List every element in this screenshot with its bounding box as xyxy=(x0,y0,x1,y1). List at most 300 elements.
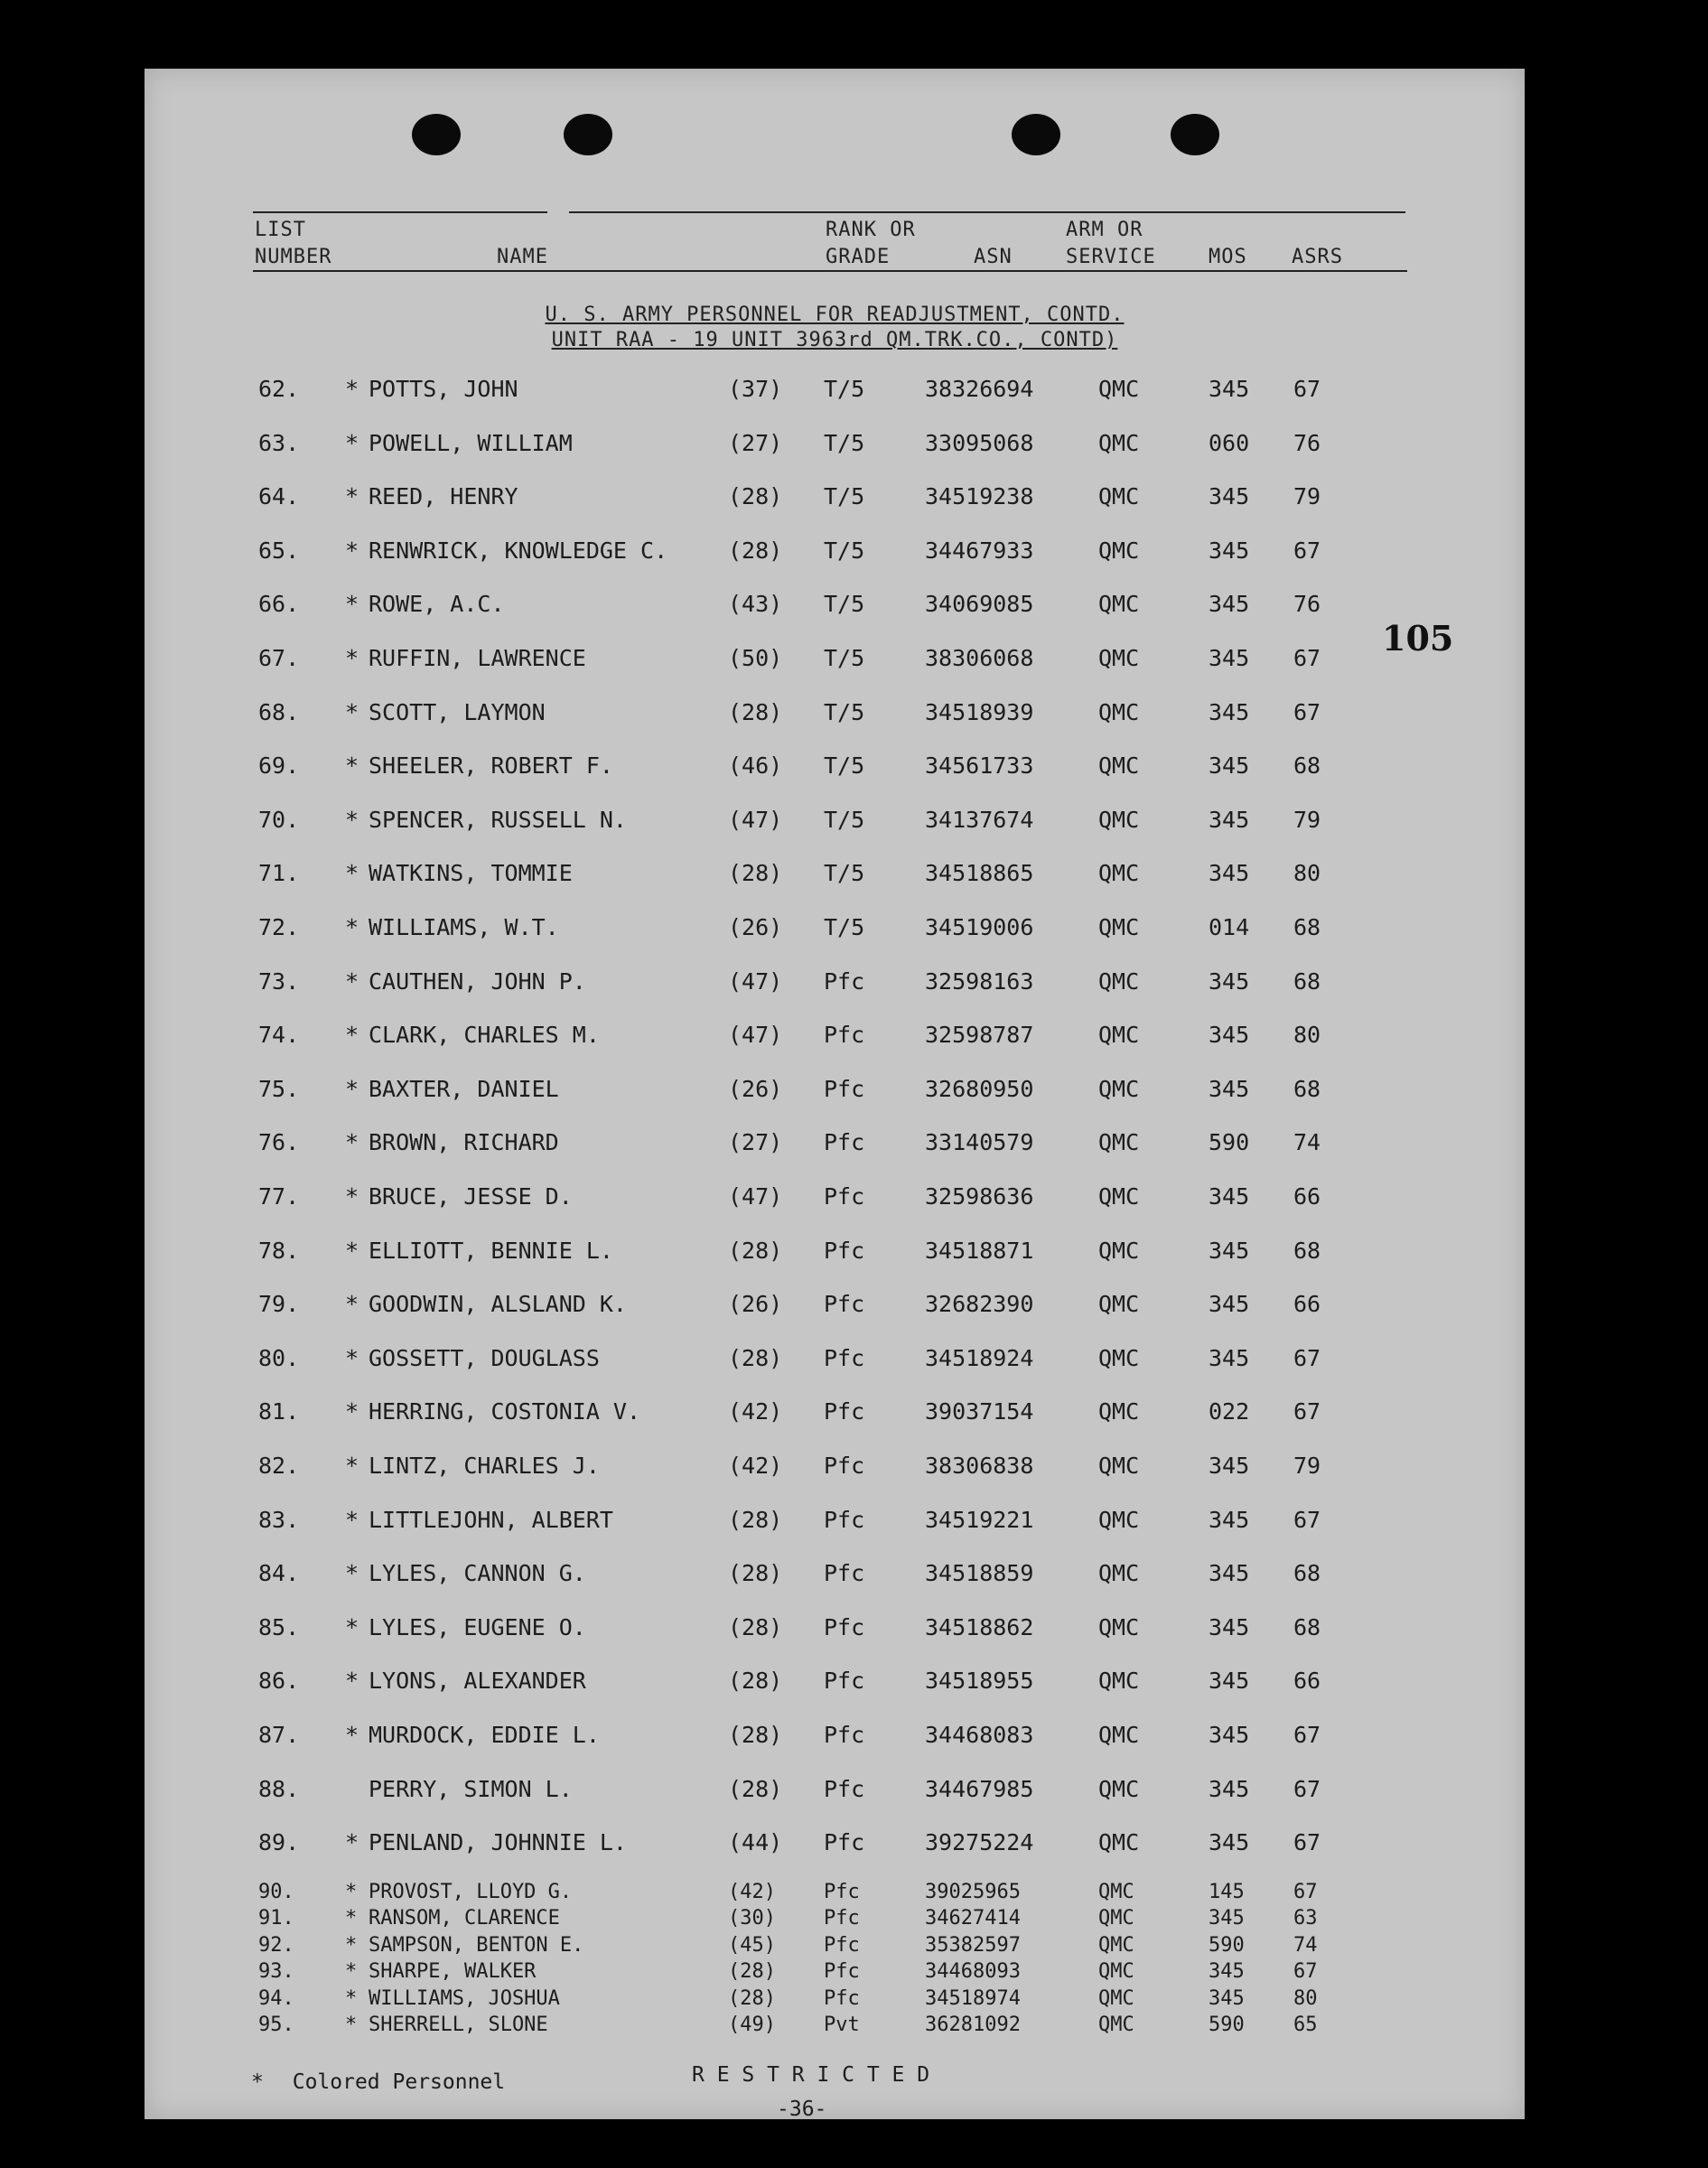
cell-asrs: 68 xyxy=(1293,1237,1321,1264)
cell-asn: 38326694 xyxy=(925,376,1034,402)
cell-mos: 345 xyxy=(1209,591,1250,618)
cell-age: (28) xyxy=(728,1960,776,1984)
cell-grade: Pfc xyxy=(824,1668,865,1695)
cell-star: * xyxy=(345,429,359,456)
table-row xyxy=(145,752,1525,780)
cell-star: * xyxy=(345,1986,358,2010)
cell-asn: 32682390 xyxy=(925,1291,1034,1318)
cell-star: * xyxy=(345,1960,358,1984)
cell-svc: QMC xyxy=(1098,1722,1140,1748)
cell-grade: Pfc xyxy=(824,1560,865,1587)
cell-asn: 34627414 xyxy=(925,1907,1021,1930)
cell-age: (37) xyxy=(728,376,783,402)
cell-star: * xyxy=(345,376,359,402)
cell-age: (28) xyxy=(728,1775,783,1802)
cell-asrs: 79 xyxy=(1293,806,1321,833)
cell-age: (42) xyxy=(728,1398,783,1425)
cell-num: 62. xyxy=(258,376,300,402)
cell-asrs: 76 xyxy=(1293,429,1321,456)
cell-grade: Pfc xyxy=(824,1722,865,1748)
cell-svc: QMC xyxy=(1098,860,1140,887)
cell-grade: Pfc xyxy=(824,1129,865,1156)
cell-grade: Pfc xyxy=(824,1453,865,1479)
cell-star: * xyxy=(345,645,359,671)
cell-grade: Pfc xyxy=(824,1075,865,1102)
cell-age: (28) xyxy=(728,1506,783,1533)
cell-asn: 39025965 xyxy=(925,1881,1021,1903)
cell-num: 86. xyxy=(258,1668,300,1695)
cell-num: 72. xyxy=(258,914,300,940)
cell-asn: 38306068 xyxy=(925,645,1034,671)
cell-name: WATKINS, TOMMIE xyxy=(369,860,573,887)
cell-asn: 34518859 xyxy=(925,1560,1034,1587)
cell-asrs: 67 xyxy=(1293,1775,1321,1802)
table-row xyxy=(145,860,1525,887)
cell-grade: Pfc xyxy=(824,1613,865,1640)
table-row xyxy=(145,645,1525,672)
cell-mos: 345 xyxy=(1209,1613,1250,1640)
cell-num: 82. xyxy=(258,1453,300,1479)
cell-name: LYLES, EUGENE O. xyxy=(369,1613,586,1640)
cell-age: (28) xyxy=(728,1986,776,2010)
cell-star: * xyxy=(345,752,359,780)
section-subtitle: UNIT RAA - 19 UNIT 3963rd QM.TRK.CO., CONTD) xyxy=(551,329,1118,351)
table-row xyxy=(145,914,1525,941)
cell-name: RUFFIN, LAWRENCE xyxy=(369,645,586,671)
cell-svc: QMC xyxy=(1098,967,1140,995)
cell-age: (28) xyxy=(728,1237,783,1264)
cell-star: * xyxy=(345,537,359,564)
cell-asn: 39037154 xyxy=(925,1398,1034,1425)
table-row xyxy=(145,591,1525,618)
table-row xyxy=(145,1776,1525,1803)
cell-asrs: 76 xyxy=(1293,591,1321,618)
cell-name: GOODWIN, ALSLAND K. xyxy=(369,1291,627,1318)
cell-asn: 34069085 xyxy=(925,591,1034,618)
cell-num: 74. xyxy=(258,1022,300,1049)
section-title: U. S. ARMY PERSONNEL FOR READJUSTMENT, CONTD. xyxy=(545,304,1125,326)
cell-asn: 34519006 xyxy=(925,914,1034,940)
cell-mos: 590 xyxy=(1209,1933,1245,1957)
cell-name: LYLES, CANNON G. xyxy=(369,1560,586,1587)
cell-name: POWELL, WILLIAM xyxy=(369,429,573,456)
cell-asrs: 68 xyxy=(1293,1613,1321,1640)
cell-svc: QMC xyxy=(1098,429,1140,456)
cell-num: 76. xyxy=(258,1129,300,1156)
cell-mos: 345 xyxy=(1209,537,1250,564)
cell-mos: 345 xyxy=(1209,1775,1250,1802)
cell-grade: T/5 xyxy=(824,860,865,887)
cell-svc: QMC xyxy=(1098,2014,1134,2036)
cell-svc: QMC xyxy=(1098,1960,1134,1984)
cell-mos: 345 xyxy=(1209,1291,1250,1318)
cell-grade: T/5 xyxy=(824,698,865,725)
table-row xyxy=(145,1291,1525,1318)
cell-num: 89. xyxy=(258,1829,300,1856)
cell-asrs: 67 xyxy=(1293,1398,1321,1425)
cell-grade: Pfc xyxy=(824,1291,865,1318)
cell-age: (47) xyxy=(728,806,783,833)
cell-asn: 34137674 xyxy=(925,806,1034,833)
cell-num: 93. xyxy=(258,1960,294,1984)
cell-asrs: 68 xyxy=(1293,967,1321,995)
cell-age: (28) xyxy=(728,860,783,887)
cell-grade: T/5 xyxy=(824,483,865,510)
cell-grade: Pfc xyxy=(824,1775,865,1802)
col-header-mos: MOS xyxy=(1209,246,1247,268)
cell-star: * xyxy=(345,806,359,833)
cell-grade: Pfc xyxy=(824,1398,865,1425)
cell-asn: 34467985 xyxy=(925,1775,1034,1802)
cell-num: 67. xyxy=(258,645,300,671)
cell-asrs: 66 xyxy=(1293,1668,1321,1695)
cell-svc: QMC xyxy=(1098,698,1140,725)
col-header-rank: RANK OR GRADE xyxy=(826,219,916,268)
cell-age: (26) xyxy=(728,914,783,940)
cell-num: 87. xyxy=(258,1722,300,1748)
cell-mos: 345 xyxy=(1209,1453,1250,1479)
cell-asrs: 67 xyxy=(1293,1829,1321,1856)
cell-age: (26) xyxy=(728,1291,783,1318)
table-row xyxy=(145,1668,1525,1695)
cell-age: (27) xyxy=(728,1129,783,1156)
cell-name: RANSOM, CLARENCE xyxy=(369,1907,560,1930)
cell-name: SCOTT, LAYMON xyxy=(369,698,546,725)
personnel-table xyxy=(145,69,1525,2119)
cell-asrs: 74 xyxy=(1293,1129,1321,1156)
cell-star: * xyxy=(345,1560,359,1587)
cell-asn: 32598787 xyxy=(925,1022,1034,1049)
cell-num: 64. xyxy=(258,483,300,510)
cell-star: * xyxy=(345,1829,359,1856)
cell-age: (28) xyxy=(728,1722,783,1748)
cell-star: * xyxy=(345,483,359,510)
cell-num: 75. xyxy=(258,1075,300,1102)
cell-grade: Pfc xyxy=(824,1933,860,1957)
table-row xyxy=(145,376,1525,403)
cell-num: 65. xyxy=(258,537,300,564)
table-row xyxy=(145,1829,1525,1856)
cell-grade: T/5 xyxy=(824,376,865,402)
cell-grade: T/5 xyxy=(824,914,865,940)
page-number: -36- xyxy=(777,2098,827,2121)
col-header-name: NAME xyxy=(497,246,548,268)
cell-age: (28) xyxy=(728,1344,783,1371)
cell-mos: 345 xyxy=(1209,1183,1250,1210)
cell-num: 92. xyxy=(258,1933,294,1957)
table-row xyxy=(145,483,1525,510)
cell-asrs: 67 xyxy=(1293,1506,1321,1533)
cell-num: 94. xyxy=(258,1986,294,2010)
cell-asrs: 67 xyxy=(1293,1344,1321,1371)
cell-star: * xyxy=(345,1722,359,1748)
table-row xyxy=(145,1960,1525,1984)
cell-svc: QMC xyxy=(1098,1775,1140,1802)
cell-name: LYONS, ALEXANDER xyxy=(369,1668,586,1695)
cell-age: (42) xyxy=(728,1881,776,1903)
cell-mos: 060 xyxy=(1209,429,1250,456)
cell-asn: 34467933 xyxy=(925,537,1034,564)
cell-grade: Pfc xyxy=(824,1237,865,1264)
cell-asrs: 66 xyxy=(1293,1291,1321,1318)
cell-asn: 34518865 xyxy=(925,860,1034,887)
cell-grade: Pfc xyxy=(824,1344,865,1371)
cell-svc: QMC xyxy=(1098,1986,1134,2010)
cell-mos: 345 xyxy=(1209,1022,1250,1049)
cell-svc: QMC xyxy=(1098,1829,1140,1856)
cell-star: * xyxy=(345,1668,359,1695)
cell-mos: 345 xyxy=(1209,698,1250,725)
table-row xyxy=(145,807,1525,834)
cell-star: * xyxy=(345,1291,359,1318)
cell-age: (28) xyxy=(728,1668,783,1695)
cell-asrs: 80 xyxy=(1293,860,1321,887)
cell-grade: T/5 xyxy=(824,429,865,456)
cell-svc: QMC xyxy=(1098,1613,1140,1640)
cell-star: * xyxy=(345,967,359,995)
table-row xyxy=(145,1560,1525,1587)
cell-asn: 32680950 xyxy=(925,1075,1034,1102)
cell-mos: 345 xyxy=(1209,1722,1250,1748)
cell-star: * xyxy=(345,591,359,618)
cell-svc: QMC xyxy=(1098,1291,1140,1318)
cell-asn: 34518955 xyxy=(925,1668,1034,1695)
cell-grade: Pfc xyxy=(824,1960,860,1984)
cell-svc: QMC xyxy=(1098,483,1140,510)
cell-asn: 34518871 xyxy=(925,1237,1034,1264)
cell-mos: 590 xyxy=(1209,1129,1250,1156)
cell-age: (49) xyxy=(728,2014,776,2036)
cell-age: (42) xyxy=(728,1453,783,1479)
cell-svc: QMC xyxy=(1098,1453,1140,1479)
cell-num: 66. xyxy=(258,591,300,618)
cell-age: (28) xyxy=(728,1613,783,1640)
cell-svc: QMC xyxy=(1098,1129,1140,1156)
cell-svc: QMC xyxy=(1098,1237,1140,1264)
cell-star: * xyxy=(345,1075,359,1102)
table-row xyxy=(145,2014,1525,2037)
table-row xyxy=(145,1076,1525,1103)
cell-name: SHARPE, WALKER xyxy=(369,1960,537,1984)
cell-num: 80. xyxy=(258,1344,300,1371)
cell-age: (28) xyxy=(728,537,783,564)
page-stamp-number: 105 xyxy=(1382,618,1454,659)
table-row xyxy=(145,968,1525,995)
cell-asrs: 67 xyxy=(1293,1881,1318,1903)
cell-star: * xyxy=(345,1183,359,1210)
table-row xyxy=(145,1907,1525,1930)
cell-num: 84. xyxy=(258,1560,300,1587)
cell-star: * xyxy=(345,698,359,725)
cell-age: (46) xyxy=(728,752,783,780)
cell-mos: 345 xyxy=(1209,1907,1245,1930)
cell-name: LITTLEJOHN, ALBERT xyxy=(369,1506,613,1533)
cell-name: ELLIOTT, BENNIE L. xyxy=(369,1237,613,1264)
cell-num: 71. xyxy=(258,860,300,887)
cell-mos: 345 xyxy=(1209,1960,1245,1984)
cell-num: 78. xyxy=(258,1237,300,1264)
cell-asn: 34518862 xyxy=(925,1613,1034,1640)
col-header-asn: ASN xyxy=(974,246,1013,268)
col-header-arm: ARM OR SERVICE xyxy=(1066,219,1156,268)
table-row xyxy=(145,1398,1525,1425)
cell-grade: Pvt xyxy=(824,2014,860,2036)
cell-mos: 345 xyxy=(1209,645,1250,671)
cell-svc: QMC xyxy=(1098,1933,1134,1957)
cell-name: POTTS, JOHN xyxy=(369,376,518,402)
cell-asn: 36281092 xyxy=(925,2014,1021,2036)
cell-svc: QMC xyxy=(1098,591,1140,618)
cell-star: * xyxy=(345,1613,359,1640)
cell-mos: 345 xyxy=(1209,1237,1250,1264)
cell-asrs: 68 xyxy=(1293,1075,1321,1102)
cell-svc: QMC xyxy=(1098,752,1140,780)
cell-mos: 014 xyxy=(1209,914,1250,940)
cell-asn: 34518924 xyxy=(925,1344,1034,1371)
cell-grade: Pfc xyxy=(824,1829,865,1856)
cell-asn: 34468083 xyxy=(925,1722,1034,1748)
table-row xyxy=(145,1238,1525,1265)
cell-star: * xyxy=(345,2014,358,2036)
cell-grade: T/5 xyxy=(824,537,865,564)
cell-mos: 345 xyxy=(1209,1668,1250,1695)
table-row xyxy=(145,1183,1525,1210)
cell-name: SHEELER, ROBERT F. xyxy=(369,752,613,780)
cell-age: (47) xyxy=(728,1022,783,1049)
cell-asn: 34561733 xyxy=(925,752,1034,780)
cell-svc: QMC xyxy=(1098,1668,1140,1695)
cell-num: 95. xyxy=(258,2014,294,2036)
cell-mos: 345 xyxy=(1209,1986,1245,2010)
cell-mos: 345 xyxy=(1209,967,1250,995)
cell-num: 73. xyxy=(258,967,300,995)
cell-age: (43) xyxy=(728,591,783,618)
cell-age: (28) xyxy=(728,698,783,725)
cell-num: 90. xyxy=(258,1881,294,1903)
cell-asrs: 67 xyxy=(1293,537,1321,564)
cell-asrs: 67 xyxy=(1293,376,1321,402)
table-row xyxy=(145,1934,1525,1958)
cell-num: 91. xyxy=(258,1907,294,1930)
cell-name: BRUCE, JESSE D. xyxy=(369,1183,573,1210)
cell-age: (44) xyxy=(728,1829,783,1856)
footnote-star: * xyxy=(251,2070,264,2094)
cell-asn: 34519238 xyxy=(925,483,1034,510)
cell-svc: QMC xyxy=(1098,1907,1134,1930)
cell-name: WILLIAMS, JOSHUA xyxy=(369,1986,560,2010)
cell-age: (28) xyxy=(728,1560,783,1587)
cell-star: * xyxy=(345,1129,359,1156)
cell-svc: QMC xyxy=(1098,1560,1140,1587)
cell-asn: 34468093 xyxy=(925,1960,1021,1984)
table-row xyxy=(145,1345,1525,1372)
cell-svc: QMC xyxy=(1098,1398,1140,1425)
cell-asrs: 68 xyxy=(1293,914,1321,940)
cell-asn: 32598163 xyxy=(925,967,1034,995)
cell-age: (50) xyxy=(728,645,783,671)
cell-svc: QMC xyxy=(1098,537,1140,564)
table-row xyxy=(145,1022,1525,1049)
cell-grade: Pfc xyxy=(824,1506,865,1533)
cell-age: (28) xyxy=(728,483,783,510)
cell-name: BAXTER, DANIEL xyxy=(369,1075,559,1102)
cell-star: * xyxy=(345,1933,358,1957)
cell-asrs: 68 xyxy=(1293,752,1321,780)
cell-asrs: 67 xyxy=(1293,1960,1318,1984)
cell-svc: QMC xyxy=(1098,914,1140,940)
cell-asn: 34518974 xyxy=(925,1986,1021,2010)
table-row xyxy=(145,1453,1525,1480)
table-row xyxy=(145,1129,1525,1156)
cell-name: PROVOST, LLOYD G. xyxy=(369,1881,573,1903)
cell-asrs: 66 xyxy=(1293,1183,1321,1210)
cell-asrs: 63 xyxy=(1293,1907,1318,1930)
cell-grade: T/5 xyxy=(824,752,865,780)
table-row xyxy=(145,537,1525,565)
cell-grade: T/5 xyxy=(824,591,865,618)
cell-num: 83. xyxy=(258,1506,300,1533)
cell-star: * xyxy=(345,1506,359,1533)
cell-name: PENLAND, JOHNNIE L. xyxy=(369,1829,627,1856)
cell-grade: T/5 xyxy=(824,645,865,671)
cell-svc: QMC xyxy=(1098,645,1140,671)
cell-name: WILLIAMS, W.T. xyxy=(369,914,559,940)
cell-name: MURDOCK, EDDIE L. xyxy=(369,1722,600,1748)
cell-star: * xyxy=(345,1344,359,1371)
cell-name: CAUTHEN, JOHN P. xyxy=(369,967,586,995)
cell-svc: QMC xyxy=(1098,1881,1134,1903)
cell-age: (26) xyxy=(728,1075,783,1102)
cell-star: * xyxy=(345,1907,358,1930)
cell-mos: 590 xyxy=(1209,2014,1245,2036)
table-row xyxy=(145,1722,1525,1749)
cell-mos: 345 xyxy=(1209,752,1250,780)
table-row xyxy=(145,1614,1525,1641)
cell-grade: Pfc xyxy=(824,1986,860,2010)
cell-mos: 345 xyxy=(1209,1075,1250,1102)
cell-mos: 345 xyxy=(1209,806,1250,833)
cell-star: * xyxy=(345,914,359,940)
cell-asn: 34518939 xyxy=(925,698,1034,725)
cell-name: SPENCER, RUSSELL N. xyxy=(369,806,627,833)
cell-age: (47) xyxy=(728,967,783,995)
cell-star: * xyxy=(345,860,359,887)
cell-num: 68. xyxy=(258,698,300,725)
cell-num: 81. xyxy=(258,1398,300,1425)
cell-grade: T/5 xyxy=(824,806,865,833)
cell-mos: 345 xyxy=(1209,1829,1250,1856)
table-row xyxy=(145,1987,1525,2011)
footnote-text: Colored Personnel xyxy=(292,2070,506,2094)
cell-asn: 38306838 xyxy=(925,1453,1034,1479)
cell-star: * xyxy=(345,1881,358,1903)
cell-asrs: 67 xyxy=(1293,645,1321,671)
cell-mos: 345 xyxy=(1209,483,1250,510)
cell-name: SAMPSON, BENTON E. xyxy=(369,1933,584,1957)
cell-svc: QMC xyxy=(1098,806,1140,833)
classification-marking: R E S T R I C T E D xyxy=(692,2063,930,2087)
cell-grade: Pfc xyxy=(824,1022,865,1049)
cell-name: GOSSETT, DOUGLASS xyxy=(369,1344,600,1371)
cell-age: (30) xyxy=(728,1907,776,1930)
cell-age: (45) xyxy=(728,1933,776,1957)
cell-num: 85. xyxy=(258,1613,300,1640)
cell-age: (47) xyxy=(728,1183,783,1210)
cell-asn: 34519221 xyxy=(925,1506,1034,1533)
cell-mos: 345 xyxy=(1209,1506,1250,1533)
cell-num: 70. xyxy=(258,806,300,833)
cell-asrs: 80 xyxy=(1293,1986,1318,2010)
